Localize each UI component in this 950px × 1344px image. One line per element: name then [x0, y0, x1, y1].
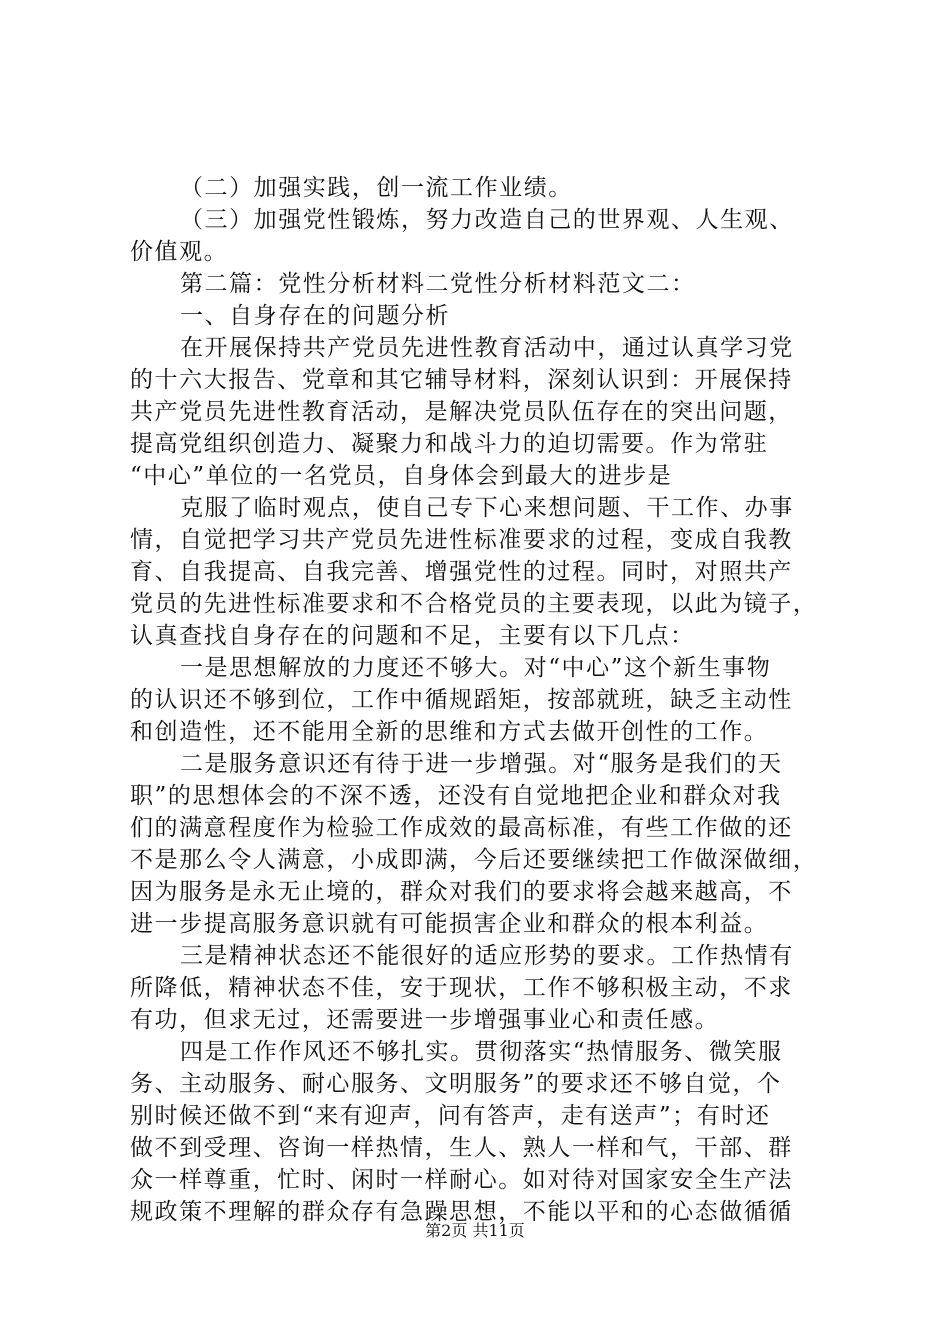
text-line: 们的满意程度作为检验工作成效的最高标准，有些工作做的还 [130, 815, 793, 841]
text-line: 二是服务意识还有待于进一步增强。对“服务是我们的天 [180, 751, 783, 777]
page-number-footer: 第2页 共11页 [425, 1221, 525, 1240]
section-heading: 第二篇：党性分析材料二党性分析材料范文二： [180, 271, 696, 297]
text-line: 不是那么令人满意，小成即满，今后还要继续把工作做深做细， [130, 847, 818, 873]
text-line: 共产党员先进性教育活动，是解决党员队伍存在的突出问题， [130, 399, 793, 425]
text-line: 党员的先进性标准要求和不合格党员的主要表现，以此为镜子， [130, 591, 818, 617]
text-line: 规政策不理解的群众存有急躁思想，不能以平和的心态做循循 [130, 1199, 793, 1225]
text-line: 认真查找自身存在的问题和不足，主要有以下几点： [130, 623, 695, 649]
text-line: 克服了临时观点，使自己专下心来想问题、干工作、办事 [180, 495, 794, 521]
text-line: 一是思想解放的力度还不够大。对“中心”这个新生事物 [180, 655, 772, 681]
text-line: 育、自我提高、自我完善、增强党性的过程。同时，对照共产 [130, 559, 793, 585]
text-line: 四是工作作风还不够扎实。贯彻落实“热情服务、微笑服 [180, 1039, 783, 1065]
text-line: “中心”单位的一名党员，自身体会到最大的进步是 [130, 463, 673, 489]
text-line: 的十六大报告、党章和其它辅导材料，深刻认识到：开展保持 [130, 367, 793, 393]
text-line: 的认识还不够到位，工作中循规蹈矩，按部就班，缺乏主动性 [130, 687, 793, 713]
text-line: 在开展保持共产党员先进性教育活动中，通过认真学习党 [180, 335, 794, 361]
text-line: 做不到受理、咨询一样热情，生人、熟人一样和气，干部、群 [130, 1135, 793, 1161]
subsection-heading: 一、自身存在的问题分析 [180, 303, 451, 329]
text-line: 职”的思想体会的不深不透，还没有自觉地把企业和群众对我 [130, 783, 782, 809]
text-line: 所降低，精神状态不佳，安于现状，工作不够积极主动，不求 [130, 975, 793, 1001]
text-line: 有功，但求无过，还需要进一步增强事业心和责任感。 [130, 1007, 720, 1033]
text-line: （二）加强实践，创一流工作业绩。 [180, 175, 573, 201]
text-line: 三是精神状态还不能很好的适应形势的要求。工作热情有 [180, 943, 794, 969]
text-line: （三）加强党性锻炼，努力改造自己的世界观、人生观、 [180, 207, 794, 233]
text-line: 和创造性，还不能用全新的思维和方式去做开创性的工作。 [130, 719, 769, 745]
text-line: 因为服务是永无止境的，群众对我们的要求将会越来越高，不 [130, 879, 793, 905]
text-line: 务、主动服务、耐心服务、文明服务”的要求还不够自觉，个 [130, 1071, 782, 1097]
text-line: 进一步提高服务意识就有可能损害企业和群众的根本利益。 [130, 911, 769, 937]
text-line: 价值观。 [130, 239, 229, 265]
text-line: 提高党组织创造力、凝聚力和战斗力的迫切需要。作为常驻 [130, 431, 769, 457]
text-line: 别时候还做不到“来有迎声，问有答声，走有送声”；有时还 [130, 1103, 771, 1129]
text-line: 情，自觉把学习共产党员先进性标准要求的过程，变成自我教 [130, 527, 793, 553]
document-body [130, 172, 830, 1228]
text-line: 众一样尊重，忙时、闲时一样耐心。如对待对国家安全生产法 [130, 1167, 793, 1193]
